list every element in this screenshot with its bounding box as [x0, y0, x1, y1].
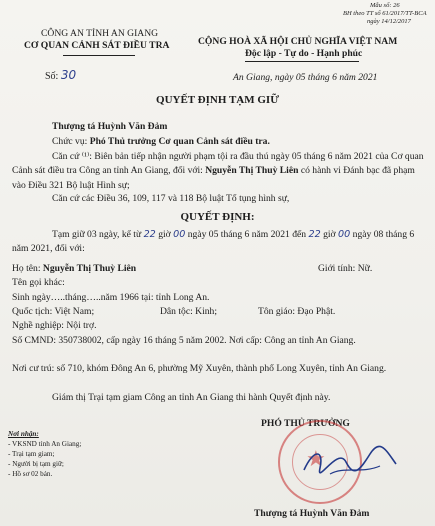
start-minute: 00	[173, 229, 186, 240]
number-label: Số:	[45, 71, 59, 82]
handwritten-signature	[300, 440, 400, 480]
end-hour: 22	[308, 229, 321, 240]
agency-underline	[63, 55, 135, 56]
signer-title: PHÓ THỦ TRƯỞNG	[261, 418, 350, 429]
person-religion: Tôn giáo: Đạo Phật.	[258, 306, 336, 317]
person-id-card: Số CMND: 350738002, cấp ngày 16 tháng 5 năm 2002. Nơi cấp: Công an tỉnh An Giang.	[12, 335, 356, 346]
recipient-item: - Người bị tạm giữ;	[8, 460, 64, 468]
detention-mid3: giờ	[320, 229, 339, 240]
person-name-value: Nguyễn Thị Thuỳ Liên	[42, 263, 137, 274]
signer-name: Thượng tá Huỳnh Văn Đảm	[254, 508, 370, 519]
execution-instruction: Giám thị Trại tạm giam Công an tỉnh An Giang thi hành Quyết định này.	[52, 392, 331, 403]
motto-underline	[245, 61, 359, 62]
agency-name: CƠ QUAN CẢNH SÁT ĐIỀU TRA	[24, 40, 170, 51]
document-number	[45, 68, 76, 82]
detention-suffix: ngày 08 tháng 6 năm 2021, đối với:	[12, 229, 415, 255]
detention-prefix: Tạm giữ 03 ngày, kể từ	[52, 229, 144, 240]
grounds-text-end: có hành vi Đánh bạc đã phạm vào Điều 321 Bộ luật Hình sự;	[12, 165, 415, 191]
person-nationality: Quốc tịch: Việt Nam;	[12, 306, 95, 317]
detention-mid2: ngày 05 tháng 6 năm 2021 đến	[185, 229, 309, 240]
number-value: 30	[60, 68, 77, 82]
issuer-name: Thượng tá Huỳnh Văn Đảm	[52, 121, 168, 132]
person-residence: Nơi cư trú: số 710, khóm Đông An 6, phường Mỹ Xuyên, thành phố Long Xuyên, tỉnh An Giang.	[12, 363, 387, 374]
person-name-field	[12, 263, 136, 274]
document-title: QUYẾT ĐỊNH TẠM GIỮ	[156, 94, 279, 106]
decision-heading: QUYẾT ĐỊNH:	[180, 211, 255, 223]
recipient-item: - Hồ sơ 02 bản.	[8, 470, 53, 478]
person-gender: Giới tính: Nữ.	[318, 263, 373, 274]
end-minute: 00	[338, 229, 351, 240]
position-value: Phó Thủ trưởng Cơ quan Cảnh sát điều tra.	[89, 136, 270, 147]
grounds-paragraph-1	[12, 150, 424, 193]
detention-period	[12, 228, 424, 257]
form-note-line2: BH theo TT số 61/2017/TT-BCA	[343, 10, 427, 17]
person-ethnicity: Dân tộc: Kinh;	[160, 306, 218, 317]
seal-star-icon: ★	[306, 446, 326, 471]
recipient-item: - Trại tạm giam;	[8, 450, 55, 458]
person-occupation: Nghề nghiệp: Nội trợ.	[12, 320, 97, 331]
national-motto: Độc lập - Tự do - Hạnh phúc	[245, 48, 363, 59]
issue-date: An Giang, ngày 05 tháng 6 năm 2021	[233, 72, 378, 83]
start-hour: 22	[143, 229, 156, 240]
recipients-label: Nơi nhận:	[8, 430, 39, 438]
person-name-label: Họ tên:	[12, 263, 43, 274]
person-birth: Sinh ngày…..tháng…..năm 1966 tại: tỉnh Long An.	[12, 292, 210, 303]
recipient-item: - VKSND tỉnh An Giang;	[8, 440, 82, 448]
person-other-name: Tên gọi khác:	[12, 277, 65, 288]
grounds-paragraph-2: Căn cứ các Điều 36, 109, 117 và 118 Bộ luật Tố tụng hình sự,	[52, 193, 290, 204]
issuer-position	[52, 136, 270, 147]
form-note-line3: ngày 14/12/2017	[367, 18, 411, 25]
authority-name: CÔNG AN TỈNH AN GIANG	[41, 28, 159, 39]
grounds-person-name: Nguyễn Thị Thuỳ Liên	[205, 165, 299, 177]
grounds-text: Căn cứ ⁽¹⁾: Biên bản tiếp nhận người phạm tội ra đầu thú ngày 05 tháng 6 năm 2021 của Cơ quan Cảnh sát điều tra Công an tỉnh An Giang, đối với:	[12, 151, 424, 177]
position-label: Chức vụ:	[52, 136, 90, 147]
detention-mid1: giờ	[155, 229, 174, 240]
country-name: CỘNG HOÀ XÃ HỘI CHỦ NGHĨA VIỆT NAM	[198, 36, 398, 47]
form-note-line1: Mẫu số: 26	[370, 2, 400, 9]
